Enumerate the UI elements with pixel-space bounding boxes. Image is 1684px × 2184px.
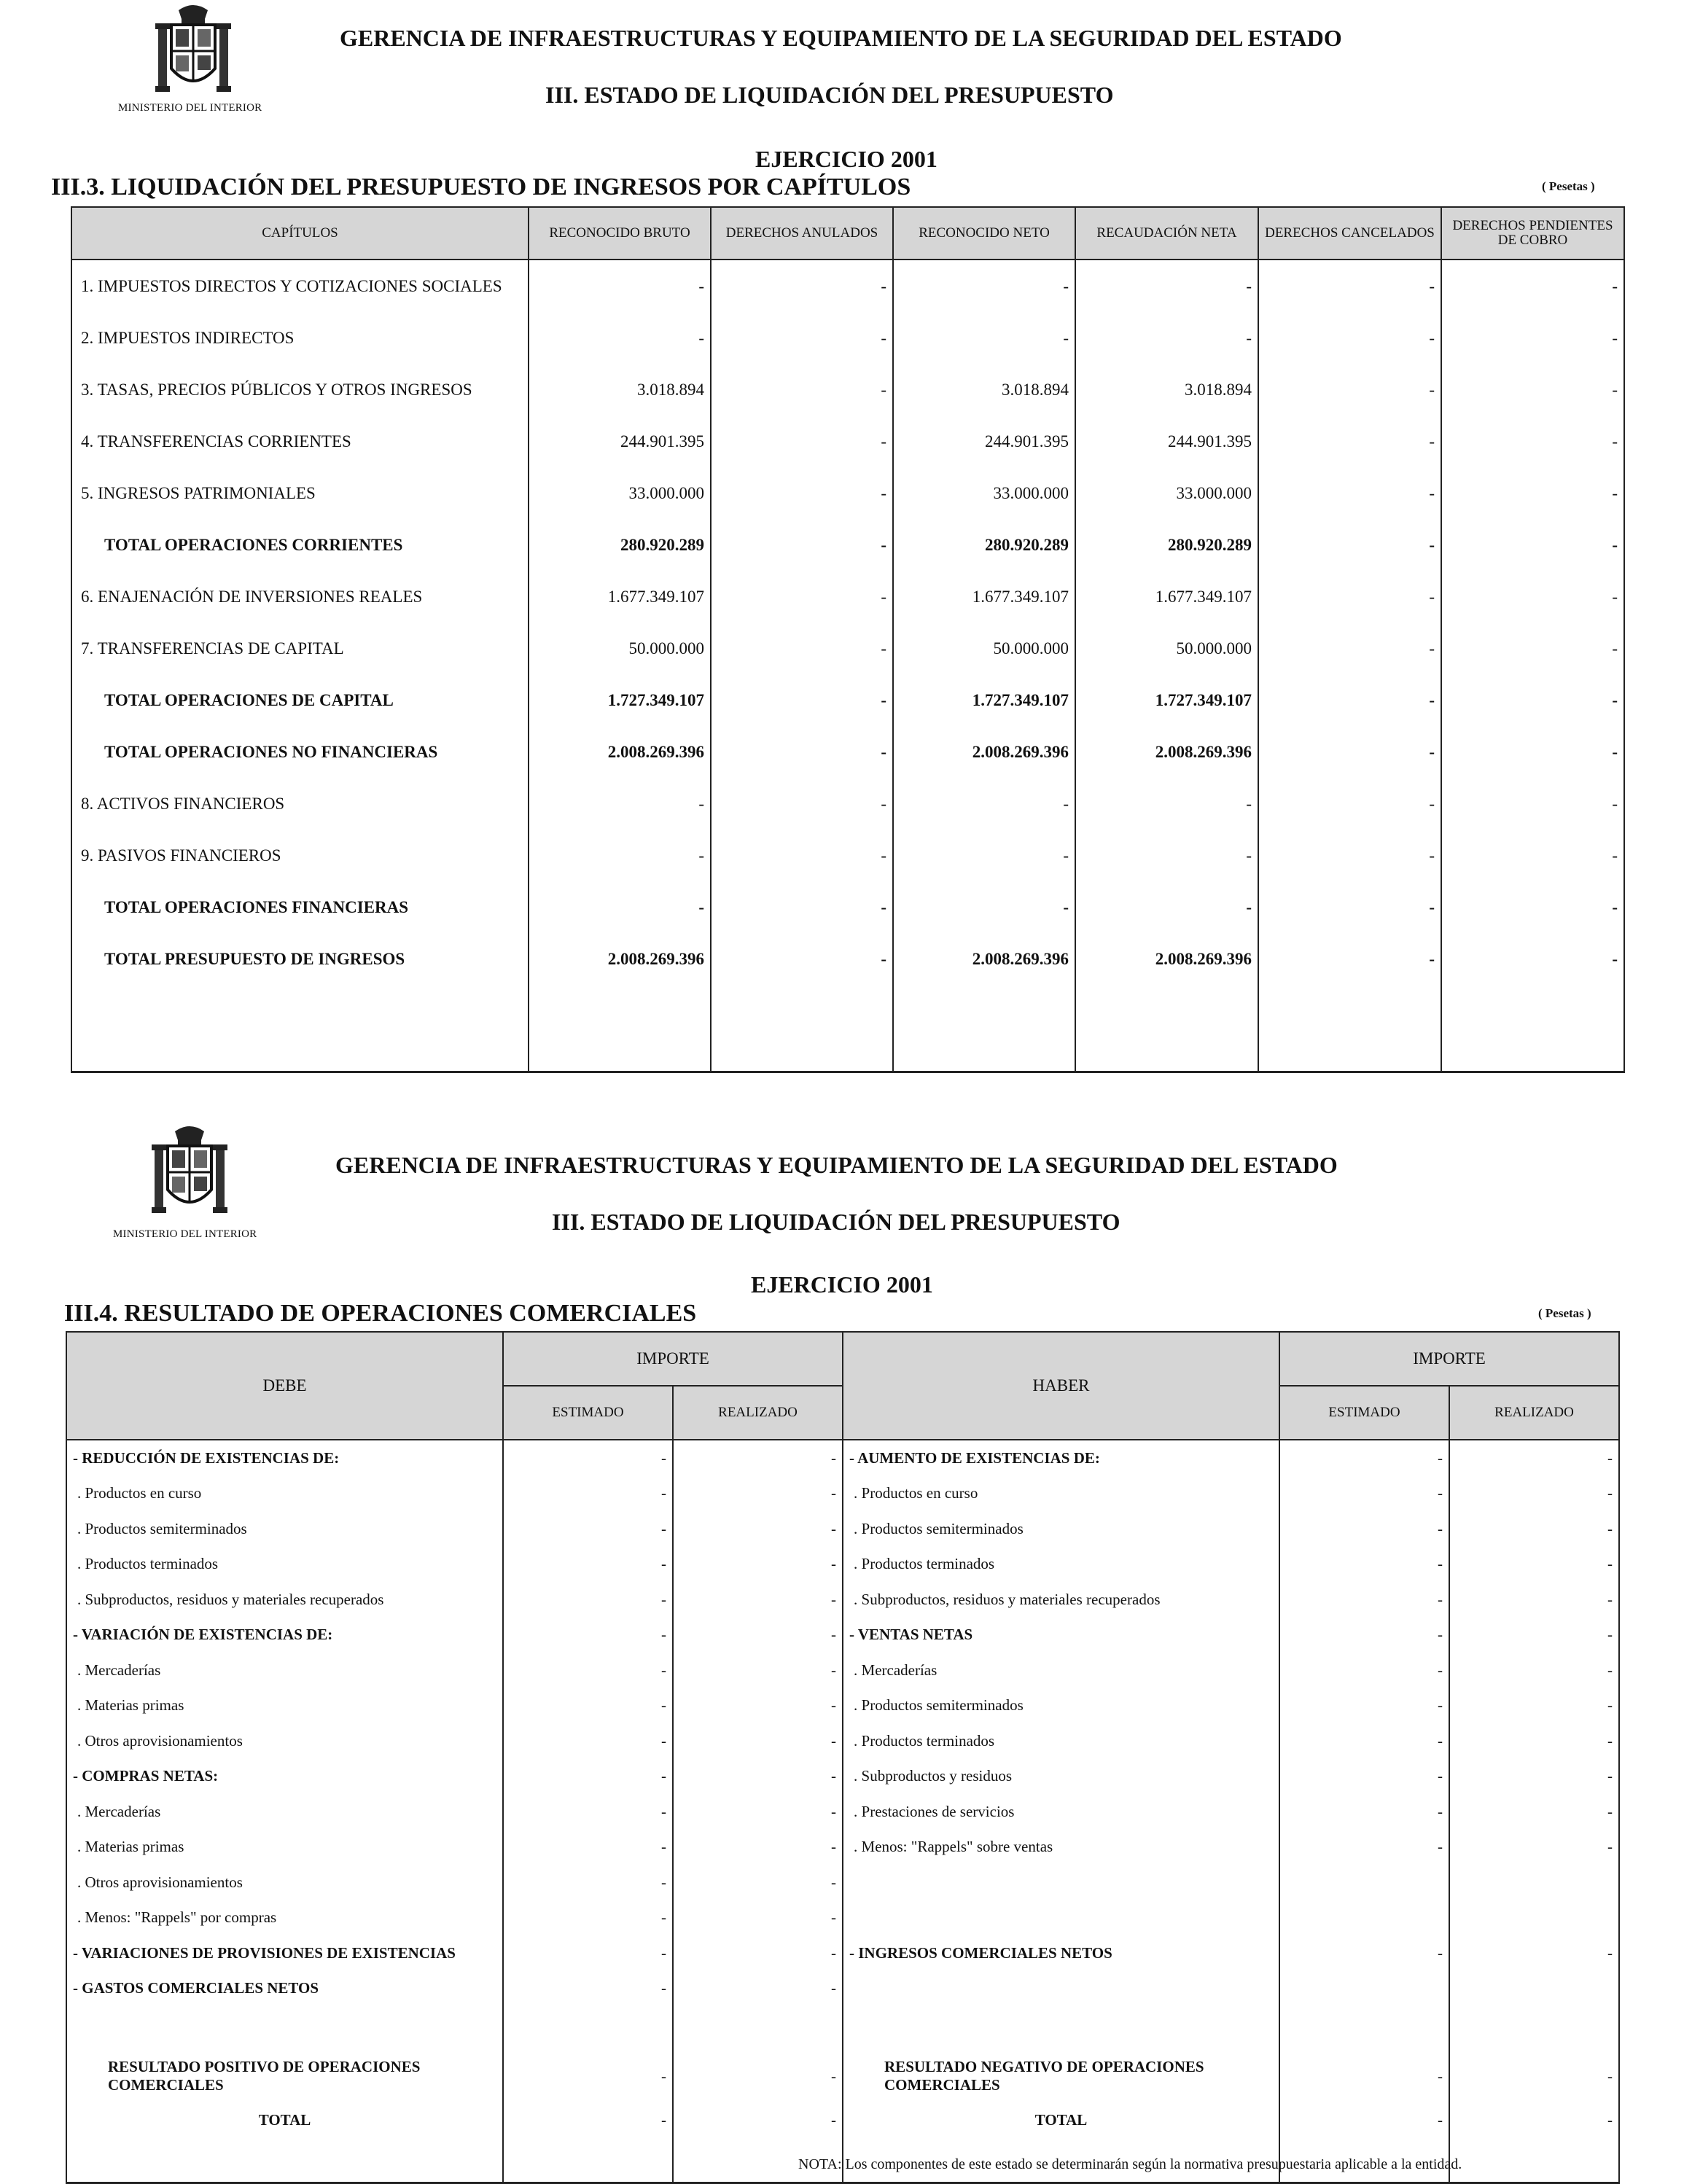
cell-recaudacion-neta: - — [1075, 830, 1258, 881]
haber-label: . Productos semiterminados — [843, 1511, 1279, 1547]
cell-debe-estimado: - — [503, 1476, 673, 1512]
cell-reconocido-neto: 244.901.395 — [893, 416, 1075, 467]
cell-haber-realizado — [1449, 1971, 1619, 2007]
table-row — [66, 1830, 1619, 1865]
cell-haber-realizado: - — [1449, 1618, 1619, 1653]
cell-reconocido-bruto: 3.018.894 — [529, 364, 711, 416]
row-label: 4. TRANSFERENCIAS CORRIENTES — [71, 416, 529, 467]
result-negative-label: RESULTADO NEGATIVO DE OPERACIONES COMERCIALES — [843, 2050, 1279, 2102]
cell-derechos-anulados: - — [711, 364, 893, 416]
haber-label: . Subproductos, residuos y materiales recuperados — [843, 1582, 1279, 1618]
table-row — [71, 519, 1624, 571]
cell-derechos-anulados: - — [711, 881, 893, 933]
table-row — [71, 881, 1624, 933]
cell-recaudacion-neta: 1.677.349.107 — [1075, 571, 1258, 623]
cell-debe-estimado: - — [503, 1440, 673, 1476]
cell-derechos-cancelados: - — [1258, 364, 1441, 416]
cell-reconocido-bruto: - — [529, 312, 711, 364]
currency-label: ( Pesetas ) — [1538, 1306, 1591, 1320]
cell-recaudacion-neta: 244.901.395 — [1075, 416, 1258, 467]
haber-label: - VENTAS NETAS — [843, 1618, 1279, 1653]
table-row — [71, 830, 1624, 881]
cell-haber-realizado: - — [1449, 1794, 1619, 1830]
col-header-importe-haber: IMPORTE — [1279, 1332, 1619, 1386]
table-row — [66, 1935, 1619, 1971]
cell-debe-realizado: - — [673, 1653, 843, 1688]
cell-derechos-pendientes: - — [1441, 571, 1624, 623]
cell-derechos-pendientes: - — [1441, 881, 1624, 933]
cell-haber-estimado: - — [1279, 1582, 1449, 1618]
table-row — [66, 1653, 1619, 1688]
table-row — [66, 1971, 1619, 2007]
table-padding-row — [71, 985, 1624, 1072]
cell-derechos-cancelados: - — [1258, 519, 1441, 571]
cell-reconocido-bruto: 33.000.000 — [529, 467, 711, 519]
debe-label: . Otros aprovisionamientos — [66, 1723, 503, 1759]
table-row — [71, 726, 1624, 778]
cell-derechos-pendientes: - — [1441, 623, 1624, 674]
cell-recaudacion-neta: 2.008.269.396 — [1075, 726, 1258, 778]
table-row — [71, 260, 1624, 312]
debe-label: . Otros aprovisionamientos — [66, 1865, 503, 1900]
cell-recaudacion-neta: 50.000.000 — [1075, 623, 1258, 674]
table-row — [66, 1440, 1619, 1476]
row-label: TOTAL OPERACIONES NO FINANCIERAS — [71, 726, 529, 778]
haber-label: . Productos terminados — [843, 1547, 1279, 1583]
cell-derechos-cancelados: - — [1258, 571, 1441, 623]
cell-reconocido-bruto: 1.727.349.107 — [529, 674, 711, 726]
col-header-estimado: ESTIMADO — [1279, 1386, 1449, 1440]
cell-debe-realizado: - — [673, 2050, 843, 2102]
cell-recaudacion-neta: 1.727.349.107 — [1075, 674, 1258, 726]
haber-label: . Mercaderías — [843, 1653, 1279, 1688]
row-label: 5. INGRESOS PATRIMONIALES — [71, 467, 529, 519]
cell-debe-realizado: - — [673, 1440, 843, 1476]
table-row — [71, 416, 1624, 467]
cell-reconocido-neto: 2.008.269.396 — [893, 726, 1075, 778]
cell-derechos-cancelados: - — [1258, 778, 1441, 830]
cell-debe-realizado: - — [673, 1688, 843, 1724]
cell-debe-realizado: - — [673, 1830, 843, 1865]
cell-debe-realizado: - — [673, 1723, 843, 1759]
cell-debe-realizado: - — [673, 1511, 843, 1547]
cell-haber-realizado: - — [1449, 1759, 1619, 1795]
col-header-importe-debe: IMPORTE — [503, 1332, 843, 1386]
coat-of-arms-logo — [149, 1, 237, 96]
cell-derechos-cancelados: - — [1258, 881, 1441, 933]
table-row — [66, 1865, 1619, 1900]
debe-label: . Productos en curso — [66, 1476, 503, 1512]
cell-haber-realizado: - — [1449, 1723, 1619, 1759]
cell-derechos-cancelados: - — [1258, 933, 1441, 985]
cell-reconocido-bruto: - — [529, 260, 711, 312]
table-row — [66, 1476, 1619, 1512]
total-label: TOTAL — [843, 2102, 1279, 2138]
cell-debe-estimado: - — [503, 1582, 673, 1618]
row-label: TOTAL OPERACIONES DE CAPITAL — [71, 674, 529, 726]
cell-derechos-anulados: - — [711, 778, 893, 830]
cell-debe-estimado: - — [503, 1511, 673, 1547]
commercial-operations-table — [66, 1331, 1620, 2184]
cell-haber-realizado: - — [1449, 1830, 1619, 1865]
cell-debe-estimado: - — [503, 1618, 673, 1653]
exercise-label: EJERCICIO 2001 — [755, 146, 937, 172]
cell-haber-realizado: - — [1449, 2102, 1619, 2138]
cell-debe-realizado: - — [673, 1865, 843, 1900]
cell-haber-realizado: - — [1449, 1511, 1619, 1547]
debe-label: . Productos terminados — [66, 1547, 503, 1583]
result-positive-label: RESULTADO POSITIVO DE OPERACIONES COMERCIALES — [66, 2050, 503, 2102]
cell-derechos-anulados: - — [711, 519, 893, 571]
cell-debe-estimado: - — [503, 1935, 673, 1971]
row-label: 9. PASIVOS FINANCIEROS — [71, 830, 529, 881]
haber-label: . Productos en curso — [843, 1476, 1279, 1512]
cell-debe-realizado: - — [673, 1582, 843, 1618]
footnote: NOTA: Los componentes de este estado se determinarán según la normativa presupuestaria aplicable a la entidad. — [798, 2156, 1462, 2172]
cell-derechos-pendientes: - — [1441, 519, 1624, 571]
cell-reconocido-neto: 33.000.000 — [893, 467, 1075, 519]
cell-haber-estimado: - — [1279, 1794, 1449, 1830]
cell-haber-realizado: - — [1449, 1653, 1619, 1688]
cell-reconocido-bruto: - — [529, 830, 711, 881]
row-label: TOTAL PRESUPUESTO DE INGRESOS — [71, 933, 529, 985]
row-label: 2. IMPUESTOS INDIRECTOS — [71, 312, 529, 364]
cell-derechos-cancelados: - — [1258, 674, 1441, 726]
table-row — [66, 1688, 1619, 1724]
cell-derechos-cancelados: - — [1258, 260, 1441, 312]
cell-derechos-pendientes: - — [1441, 312, 1624, 364]
cell-haber-estimado: - — [1279, 1476, 1449, 1512]
cell-haber-realizado: - — [1449, 1476, 1619, 1512]
cell-recaudacion-neta: 280.920.289 — [1075, 519, 1258, 571]
cell-haber-realizado: - — [1449, 1440, 1619, 1476]
cell-debe-estimado: - — [503, 1971, 673, 2007]
haber-label: . Subproductos y residuos — [843, 1759, 1279, 1795]
row-label: 8. ACTIVOS FINANCIEROS — [71, 778, 529, 830]
table-row — [66, 1900, 1619, 1936]
cell-recaudacion-neta: - — [1075, 881, 1258, 933]
cell-debe-estimado: - — [503, 2102, 673, 2138]
cell-reconocido-bruto: 2.008.269.396 — [529, 933, 711, 985]
cell-haber-estimado — [1279, 1971, 1449, 2007]
cell-reconocido-neto: - — [893, 312, 1075, 364]
cell-haber-estimado: - — [1279, 1759, 1449, 1795]
cell-haber-estimado: - — [1279, 1688, 1449, 1724]
cell-haber-estimado: - — [1279, 1830, 1449, 1865]
table-row — [71, 623, 1624, 674]
cell-reconocido-neto: - — [893, 830, 1075, 881]
cell-haber-estimado: - — [1279, 1653, 1449, 1688]
table-row — [66, 1582, 1619, 1618]
col-header-derechos-pendientes: DERECHOS PENDIENTES DE COBRO — [1441, 207, 1624, 260]
table-row — [66, 1511, 1619, 1547]
cell-derechos-anulados: - — [711, 312, 893, 364]
cell-debe-estimado: - — [503, 1688, 673, 1724]
cell-derechos-pendientes: - — [1441, 674, 1624, 726]
cell-haber-estimado: - — [1279, 1440, 1449, 1476]
table-row — [66, 1723, 1619, 1759]
debe-label: . Subproductos, residuos y materiales recuperados — [66, 1582, 503, 1618]
cell-recaudacion-neta: 2.008.269.396 — [1075, 933, 1258, 985]
cell-haber-realizado — [1449, 1865, 1619, 1900]
col-header-capitulos: CAPÍTULOS — [71, 207, 529, 260]
cell-derechos-anulados: - — [711, 623, 893, 674]
table-row — [71, 674, 1624, 726]
cell-haber-realizado: - — [1449, 1935, 1619, 1971]
cell-haber-estimado: - — [1279, 2050, 1449, 2102]
statement-title: III. ESTADO DE LIQUIDACIÓN DEL PRESUPUESTO — [545, 82, 1114, 108]
table-row — [71, 312, 1624, 364]
cell-debe-realizado: - — [673, 1794, 843, 1830]
table-row — [71, 778, 1624, 830]
debe-label: - VARIACIONES DE PROVISIONES DE EXISTENCIAS — [66, 1935, 503, 1971]
cell-debe-estimado: - — [503, 2050, 673, 2102]
row-label: 3. TASAS, PRECIOS PÚBLICOS Y OTROS INGRESOS — [71, 364, 529, 416]
cell-reconocido-bruto: 2.008.269.396 — [529, 726, 711, 778]
cell-debe-realizado: - — [673, 1900, 843, 1936]
cell-reconocido-neto: 1.727.349.107 — [893, 674, 1075, 726]
haber-label: . Menos: "Rappels" sobre ventas — [843, 1830, 1279, 1865]
cell-derechos-anulados: - — [711, 571, 893, 623]
cell-derechos-anulados: - — [711, 467, 893, 519]
cell-derechos-anulados: - — [711, 260, 893, 312]
cell-recaudacion-neta: 33.000.000 — [1075, 467, 1258, 519]
table-spacer-row — [66, 2006, 1619, 2050]
cell-derechos-anulados: - — [711, 726, 893, 778]
table-header-row — [66, 1332, 1619, 1386]
cell-reconocido-neto: 3.018.894 — [893, 364, 1075, 416]
ministry-label: MINISTERIO DEL INTERIOR — [113, 1228, 257, 1240]
cell-haber-estimado: - — [1279, 1511, 1449, 1547]
cell-reconocido-bruto: - — [529, 778, 711, 830]
cell-haber-estimado — [1279, 1900, 1449, 1936]
cell-haber-estimado: - — [1279, 1935, 1449, 1971]
cell-haber-realizado: - — [1449, 2050, 1619, 2102]
result-row — [66, 2050, 1619, 2102]
table-row — [71, 467, 1624, 519]
col-header-derechos-cancelados: DERECHOS CANCELADOS — [1258, 207, 1441, 260]
debe-label: - REDUCCIÓN DE EXISTENCIAS DE: — [66, 1440, 503, 1476]
debe-label: - COMPRAS NETAS: — [66, 1759, 503, 1795]
cell-derechos-cancelados: - — [1258, 623, 1441, 674]
exercise-label: EJERCICIO 2001 — [751, 1271, 933, 1298]
cell-debe-estimado: - — [503, 1723, 673, 1759]
table-row — [66, 1794, 1619, 1830]
cell-debe-realizado: - — [673, 1476, 843, 1512]
cell-debe-realizado: - — [673, 1759, 843, 1795]
debe-label: - GASTOS COMERCIALES NETOS — [66, 1971, 503, 2007]
cell-debe-estimado: - — [503, 1547, 673, 1583]
cell-derechos-cancelados: - — [1258, 312, 1441, 364]
cell-reconocido-neto: 2.008.269.396 — [893, 933, 1075, 985]
debe-label: . Mercaderías — [66, 1653, 503, 1688]
cell-derechos-pendientes: - — [1441, 933, 1624, 985]
col-header-debe: DEBE — [66, 1332, 503, 1440]
haber-label — [843, 1900, 1279, 1936]
cell-derechos-pendientes: - — [1441, 364, 1624, 416]
debe-label: . Materias primas — [66, 1688, 503, 1724]
coat-of-arms-logo — [146, 1123, 233, 1217]
table-row — [71, 571, 1624, 623]
col-header-reconocido-bruto: RECONOCIDO BRUTO — [529, 207, 711, 260]
col-header-realizado: REALIZADO — [673, 1386, 843, 1440]
cell-debe-estimado: - — [503, 1653, 673, 1688]
haber-label — [843, 1971, 1279, 2007]
cell-recaudacion-neta: - — [1075, 260, 1258, 312]
cell-haber-estimado: - — [1279, 1547, 1449, 1583]
haber-label: . Prestaciones de servicios — [843, 1794, 1279, 1830]
debe-label: . Productos semiterminados — [66, 1511, 503, 1547]
cell-derechos-pendientes: - — [1441, 416, 1624, 467]
cell-debe-realizado: - — [673, 1971, 843, 2007]
cell-derechos-anulados: - — [711, 933, 893, 985]
cell-reconocido-neto: - — [893, 260, 1075, 312]
cell-recaudacion-neta: - — [1075, 312, 1258, 364]
haber-label: - INGRESOS COMERCIALES NETOS — [843, 1935, 1279, 1971]
cell-derechos-cancelados: - — [1258, 467, 1441, 519]
cell-reconocido-bruto: 1.677.349.107 — [529, 571, 711, 623]
org-title: GERENCIA DE INFRAESTRUCTURAS Y EQUIPAMIENTO DE LA SEGURIDAD DEL ESTADO — [335, 1152, 1338, 1178]
cell-reconocido-neto: 50.000.000 — [893, 623, 1075, 674]
cell-derechos-pendientes: - — [1441, 726, 1624, 778]
org-title: GERENCIA DE INFRAESTRUCTURAS Y EQUIPAMIENTO DE LA SEGURIDAD DEL ESTADO — [340, 25, 1342, 51]
cell-debe-estimado: - — [503, 1865, 673, 1900]
cell-debe-estimado: - — [503, 1900, 673, 1936]
col-header-recaudacion-neta: RECAUDACIÓN NETA — [1075, 207, 1258, 260]
row-label: TOTAL OPERACIONES CORRIENTES — [71, 519, 529, 571]
row-label: 1. IMPUESTOS DIRECTOS Y COTIZACIONES SOCIALES — [71, 260, 529, 312]
ministry-label: MINISTERIO DEL INTERIOR — [118, 102, 262, 114]
haber-label: - AUMENTO DE EXISTENCIAS DE: — [843, 1440, 1279, 1476]
cell-derechos-pendientes: - — [1441, 260, 1624, 312]
haber-label: . Productos semiterminados — [843, 1688, 1279, 1724]
cell-recaudacion-neta: - — [1075, 778, 1258, 830]
haber-label — [843, 1865, 1279, 1900]
cell-reconocido-neto: - — [893, 778, 1075, 830]
cell-haber-realizado: - — [1449, 1547, 1619, 1583]
cell-derechos-anulados: - — [711, 830, 893, 881]
col-header-haber: HABER — [843, 1332, 1279, 1440]
col-header-derechos-anulados: DERECHOS ANULADOS — [711, 207, 893, 260]
cell-debe-realizado: - — [673, 1618, 843, 1653]
total-label: TOTAL — [66, 2102, 503, 2138]
cell-debe-estimado: - — [503, 1759, 673, 1795]
debe-label: . Materias primas — [66, 1830, 503, 1865]
table-row — [66, 1759, 1619, 1795]
cell-debe-estimado: - — [503, 1794, 673, 1830]
cell-reconocido-neto: 1.677.349.107 — [893, 571, 1075, 623]
table-row — [71, 933, 1624, 985]
cell-reconocido-bruto: 50.000.000 — [529, 623, 711, 674]
debe-label: . Mercaderías — [66, 1794, 503, 1830]
row-label: 6. ENAJENACIÓN DE INVERSIONES REALES — [71, 571, 529, 623]
cell-derechos-cancelados: - — [1258, 726, 1441, 778]
cell-debe-realizado: - — [673, 1935, 843, 1971]
cell-haber-estimado: - — [1279, 1618, 1449, 1653]
table-row — [71, 364, 1624, 416]
cell-haber-estimado: - — [1279, 2102, 1449, 2138]
cell-reconocido-neto: - — [893, 881, 1075, 933]
cell-reconocido-bruto: 280.920.289 — [529, 519, 711, 571]
row-label: TOTAL OPERACIONES FINANCIERAS — [71, 881, 529, 933]
cell-reconocido-bruto: 244.901.395 — [529, 416, 711, 467]
col-header-estimado: ESTIMADO — [503, 1386, 673, 1440]
col-header-reconocido-neto: RECONOCIDO NETO — [893, 207, 1075, 260]
cell-derechos-cancelados: - — [1258, 416, 1441, 467]
cell-derechos-cancelados: - — [1258, 830, 1441, 881]
table-header-row — [71, 207, 1624, 260]
cell-reconocido-bruto: - — [529, 881, 711, 933]
cell-haber-realizado: - — [1449, 1688, 1619, 1724]
statement-title: III. ESTADO DE LIQUIDACIÓN DEL PRESUPUESTO — [552, 1209, 1120, 1235]
cell-debe-estimado: - — [503, 1830, 673, 1865]
cell-derechos-pendientes: - — [1441, 778, 1624, 830]
table-row — [66, 1547, 1619, 1583]
cell-debe-realizado: - — [673, 2102, 843, 2138]
cell-derechos-pendientes: - — [1441, 830, 1624, 881]
cell-haber-estimado: - — [1279, 1723, 1449, 1759]
section-title: III.3. LIQUIDACIÓN DEL PRESUPUESTO DE INGRESOS POR CAPÍTULOS — [51, 173, 911, 200]
cell-derechos-anulados: - — [711, 416, 893, 467]
table-row — [66, 1618, 1619, 1653]
cell-derechos-pendientes: - — [1441, 467, 1624, 519]
col-header-realizado: REALIZADO — [1449, 1386, 1619, 1440]
haber-label: . Productos terminados — [843, 1723, 1279, 1759]
debe-label: - VARIACIÓN DE EXISTENCIAS DE: — [66, 1618, 503, 1653]
cell-derechos-anulados: - — [711, 674, 893, 726]
debe-label: . Menos: "Rappels" por compras — [66, 1900, 503, 1936]
cell-reconocido-neto: 280.920.289 — [893, 519, 1075, 571]
cell-haber-realizado: - — [1449, 1582, 1619, 1618]
cell-haber-estimado — [1279, 1865, 1449, 1900]
cell-recaudacion-neta: 3.018.894 — [1075, 364, 1258, 416]
row-label: 7. TRANSFERENCIAS DE CAPITAL — [71, 623, 529, 674]
currency-label: ( Pesetas ) — [1542, 179, 1595, 193]
cell-debe-realizado: - — [673, 1547, 843, 1583]
income-liquidation-table — [71, 206, 1625, 1073]
total-row — [66, 2102, 1619, 2138]
section-title: III.4. RESULTADO DE OPERACIONES COMERCIALES — [64, 1300, 697, 1327]
cell-haber-realizado — [1449, 1900, 1619, 1936]
